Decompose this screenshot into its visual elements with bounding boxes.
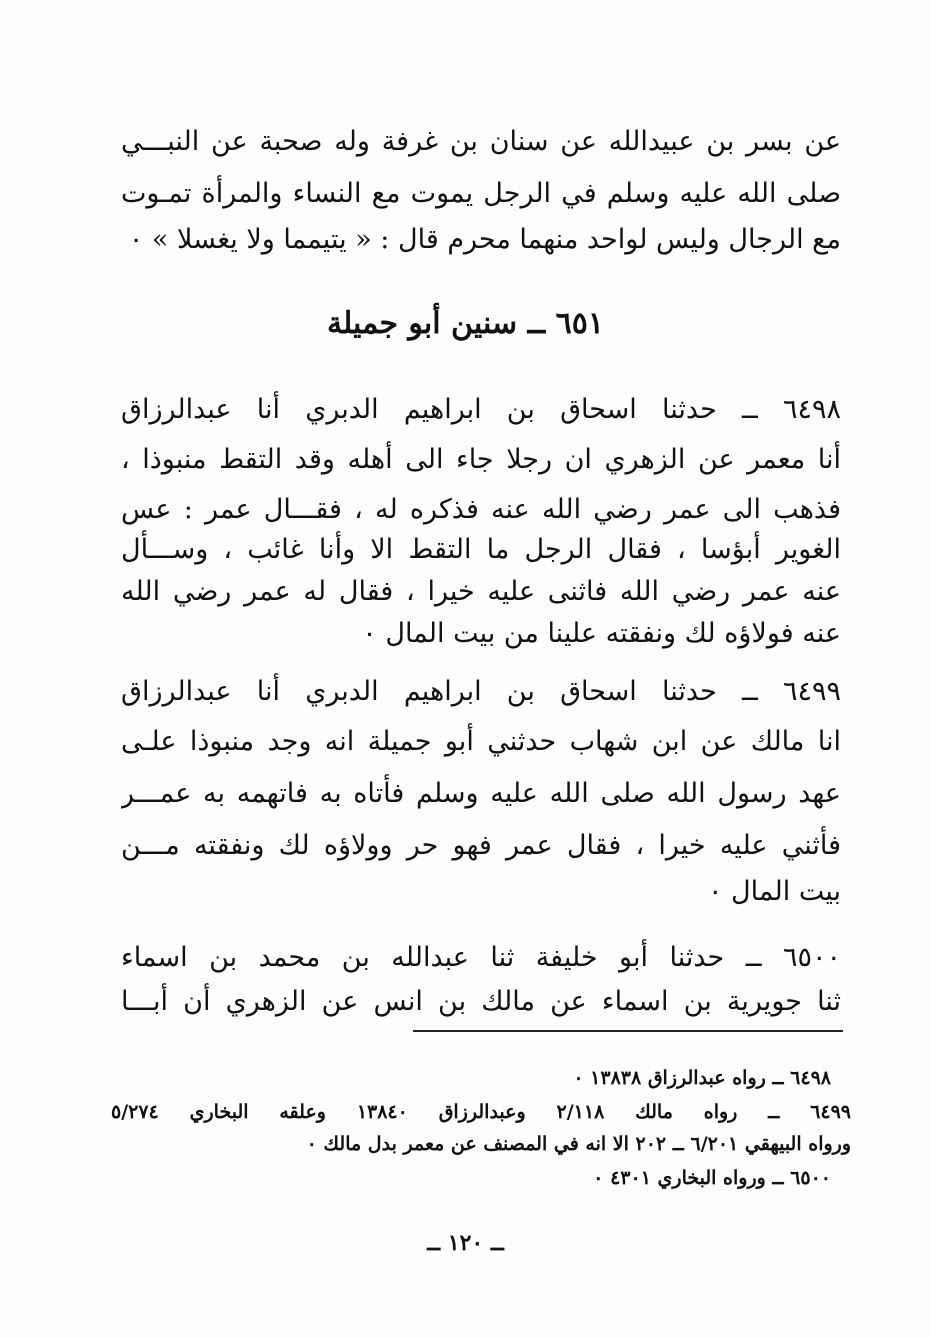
footnote-separator [413,1030,843,1032]
hadith-line: ثنا جويرية بن اسماء عن مالك بن انس عن الزهري أن أبـــا [121,986,841,1017]
hadith-line: الغوير أبؤسا ، فقال الرجل ما التقط الا وأنا غائب ، وســـأل [121,534,841,565]
hadith-line: فأثني عليه خيرا ، فقال عمر فهو حر وولاؤه لك ونفقته مـــن [121,830,841,861]
intro-line: مع الرجال وليس لواحد منهما محرم قال : « يتيمما ولا يغسلا » ٠ [128,224,841,255]
footnote: ٦٤٩٨ ــ رواه عبدالرزاق ١٣٨٣٨ ٠ [573,1067,831,1089]
hadith-line: أنا معمر عن الزهري ان رجلا جاء الى أهله وقد التقط منبوذا ، [121,444,841,475]
hadith-line: بيت المال ٠ [707,876,841,907]
hadith-line: ٦٤٩٩ ــ حدثنا اسحاق بن ابراهيم الدبري أنا عبدالرزاق [121,676,841,707]
footnote: ٦٥٠٠ ــ ورواه البخاري ٤٣٠١ ٠ [593,1167,831,1189]
footnote: ورواه البيهقي ٦/٢٠١ ــ ٢٠٢ الا انه في المصنف عن معمر بدل مالك ٠ [306,1133,851,1155]
hadith-line: عنه عمر رضي الله فاثنى عليه خيرا ، فقال له عمر رضي الله [121,576,841,607]
hadith-line: عنه فولاؤه لك ونفقته علينا من بيت المال ٠ [362,618,841,649]
hadith-line: ٦٤٩٨ ــ حدثنا اسحاق بن ابراهيم الدبري أنا عبدالرزاق [121,394,841,425]
hadith-line: ٦٥٠٠ ــ حدثنا أبو خليفة ثنا عبدالله بن محمد بن اسماء [121,942,841,973]
intro-line: صلى الله عليه وسلم في الرجل يموت مع النساء والمرأة تمـوت [121,178,841,209]
intro-line: عن بسر بن عبيدالله عن سنان بن غرفة وله صحبة عن النبـــي [121,126,841,157]
hadith-line: فذهب الى عمر رضي الله عنه فذكره له ، فقـــال عمر : عس [121,494,841,525]
hadith-line: انا مالك عن ابن شهاب حدثني أبو جميلة انه وجد منبوذا علـى [121,726,841,757]
footnote: ٦٤٩٩ ــ رواه مالك ٢/١١٨ وعبدالرزاق ١٣٨٤٠ وعلقه البخاري ٥/٢٧٤ [111,1101,851,1123]
hadith-line: عهد رسول الله صلى الله عليه وسلم فأتاه به فاتهمه به عمـــر [121,778,841,809]
section-heading: ٦٥١ ــ سنين أبو جميلة [327,306,604,341]
page-number: ــ ١٢٠ ــ [427,1230,504,1256]
